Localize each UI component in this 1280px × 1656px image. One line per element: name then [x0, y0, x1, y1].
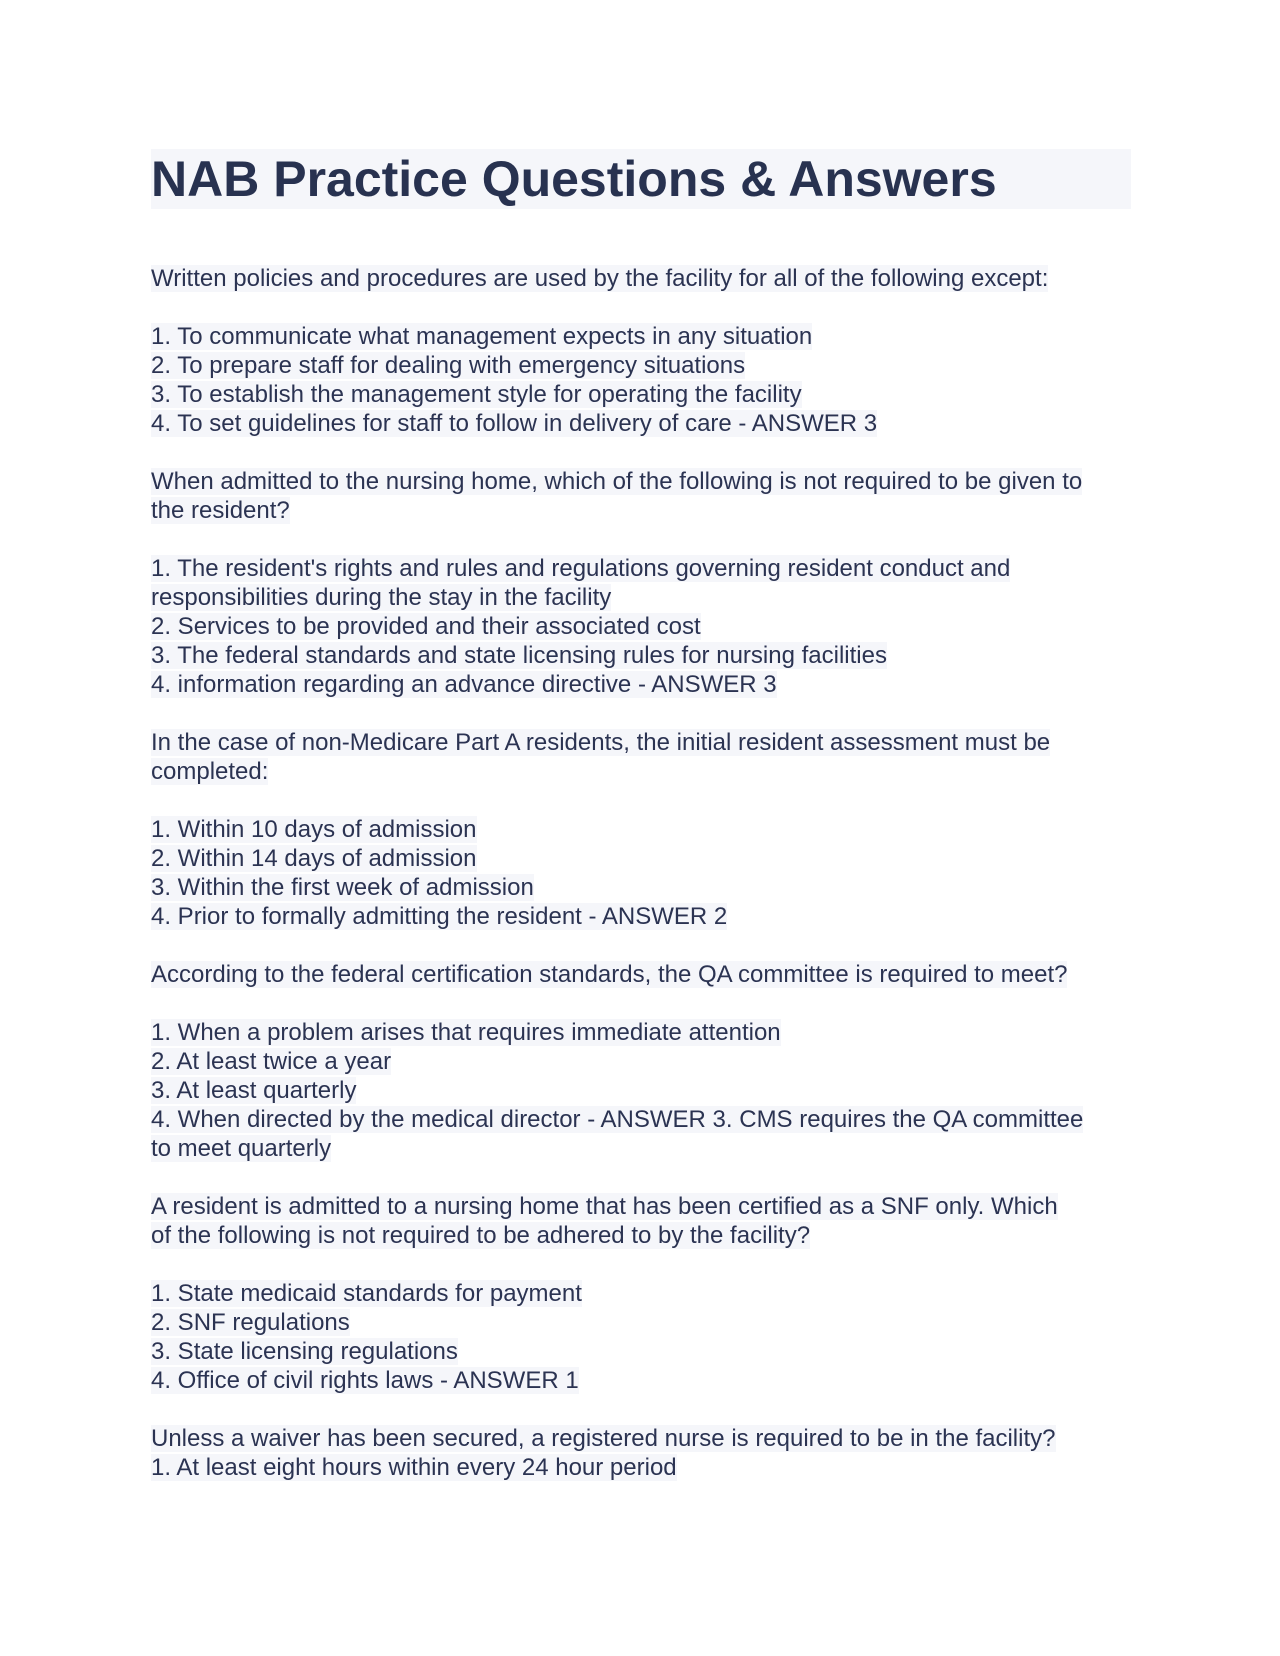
question-1-options: [151, 322, 1131, 438]
option-line: 2. Within 14 days of admission: [151, 845, 477, 872]
text-line: the resident?: [151, 497, 290, 524]
option-line: 2. At least twice a year: [151, 1048, 392, 1075]
option-line: 4. Office of civil rights laws - ANSWER 1: [151, 1367, 579, 1394]
option-line: 1. Within 10 days of admission: [151, 816, 477, 843]
question-2-options: [151, 554, 1131, 699]
option-line: 4. Prior to formally admitting the resident - ANSWER 2: [151, 903, 728, 930]
question-5-options: [151, 1279, 1131, 1395]
text-line: When admitted to the nursing home, which of the following is not required to be given to: [151, 468, 1083, 495]
option-line: to meet quarterly: [151, 1135, 332, 1162]
option-line: 1. To communicate what management expects in any situation: [151, 323, 813, 350]
question-6: [151, 1424, 1131, 1482]
option-line: 3. To establish the management style for operating the facility: [151, 381, 802, 408]
document-title: NAB Practice Questions & Answers: [151, 149, 1131, 209]
document-body: [151, 264, 1131, 1482]
question-1-stem: [151, 264, 1131, 293]
option-line: 3. At least quarterly: [151, 1077, 357, 1104]
option-line: responsibilities during the stay in the facility: [151, 584, 612, 611]
option-line: 1. When a problem arises that requires immediate attention: [151, 1019, 781, 1046]
option-line: 3. State licensing regulations: [151, 1338, 458, 1365]
text-line: of the following is not required to be adhered to by the facility?: [151, 1222, 811, 1249]
document-page: [151, 149, 1131, 1511]
text-line: completed:: [151, 758, 269, 785]
question-3-stem: [151, 728, 1131, 786]
option-line: 1. At least eight hours within every 24 hour period: [151, 1454, 677, 1481]
text-line: In the case of non-Medicare Part A residents, the initial resident assessment must be: [151, 729, 1051, 756]
text-line: Written policies and procedures are used by the facility for all of the following except:: [151, 265, 1049, 292]
text-line: Unless a waiver has been secured, a registered nurse is required to be in the facility?: [151, 1425, 1056, 1452]
question-2-stem: [151, 467, 1131, 525]
question-4-options: [151, 1018, 1131, 1163]
question-4-stem: [151, 960, 1131, 989]
text-line: A resident is admitted to a nursing home that has been certified as a SNF only. Which: [151, 1193, 1058, 1220]
option-line: 3. Within the first week of admission: [151, 874, 534, 901]
option-line: 1. The resident's rights and rules and regulations governing resident conduct and: [151, 555, 1011, 582]
question-5-stem: [151, 1192, 1131, 1250]
question-3-options: [151, 815, 1131, 931]
text-line: According to the federal certification standards, the QA committee is required to meet?: [151, 961, 1068, 988]
option-line: 2. SNF regulations: [151, 1309, 350, 1336]
option-line: 2. Services to be provided and their associated cost: [151, 613, 701, 640]
option-line: 2. To prepare staff for dealing with emergency situations: [151, 352, 746, 379]
option-line: 1. State medicaid standards for payment: [151, 1280, 582, 1307]
option-line: 4. To set guidelines for staff to follow in delivery of care - ANSWER 3: [151, 410, 878, 437]
option-line: 4. When directed by the medical director - ANSWER 3. CMS requires the QA committee: [151, 1106, 1084, 1133]
option-line: 3. The federal standards and state licensing rules for nursing facilities: [151, 642, 887, 669]
option-line: 4. information regarding an advance directive - ANSWER 3: [151, 671, 777, 698]
